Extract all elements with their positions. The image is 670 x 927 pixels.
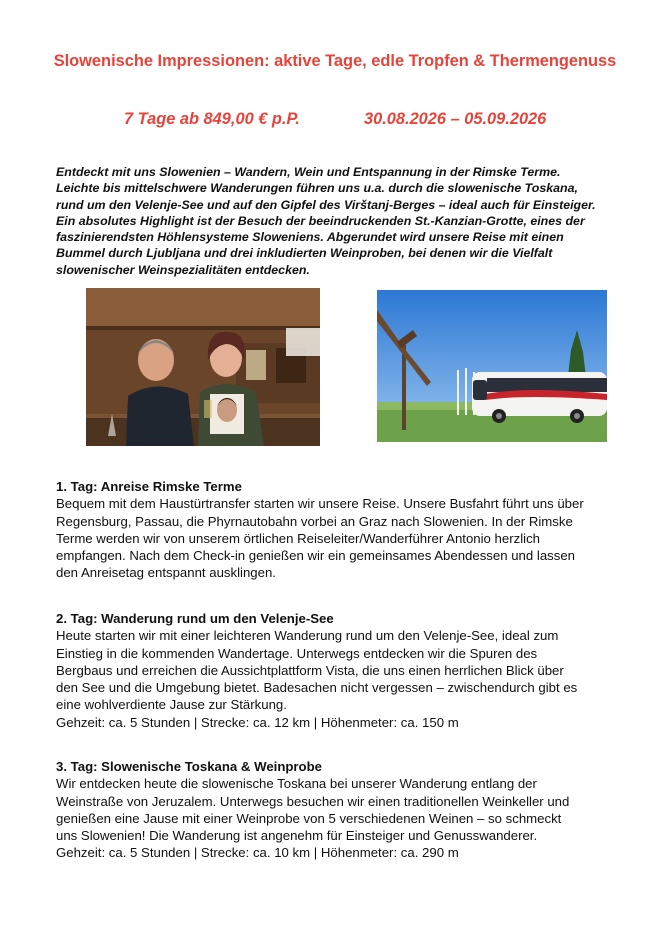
- day-text-line: Einstieg in die kommenden Wandertage. Unterwegs entdecken wir die Spuren des: [56, 645, 538, 661]
- bus-photo-illustration: [377, 290, 607, 442]
- couple-photo: [86, 288, 320, 446]
- day-text-line: den See und die Umgebung bietet. Badesachen nicht vergessen – zwischendurch gibt es: [56, 680, 578, 696]
- day-text-line: eine wohlverdiente Jause zur Stärkung.: [56, 697, 287, 713]
- intro-paragraph: [56, 164, 631, 278]
- day-text-line: Bergbaus und erreichen die Aussichtplattform Vista, die uns einen herrlichen Blick über: [56, 662, 564, 678]
- day-2-section: [56, 610, 656, 731]
- intro-line: slowenischer Weinspezialitäten entdecken.: [56, 262, 310, 277]
- day-3-section: [56, 758, 656, 862]
- day-heading: 3. Tag: Slowenische Toskana & Weinprobe: [56, 759, 323, 774]
- day-facts: Gehzeit: ca. 5 Stunden | Strecke: ca. 10 km | Höhenmeter: ca. 290 m: [56, 845, 459, 861]
- intro-line: Ein absolutes Highlight ist der Besuch der beeindruckenden St.-Kanzian-Grotte, eines der: [56, 213, 585, 228]
- day-text-line: Regensburg, Passau, die Phyrnautobahn vorbei an Graz nach Slowenien. In der Rimske: [56, 513, 573, 529]
- price-info: 7 Tage ab 849,00 € p.P.: [124, 110, 300, 128]
- day-text-line: Terme werden wir von unserem örtlichen Reiseleiter/Wanderführer Antonio herzlich: [56, 530, 541, 546]
- day-text-line: Weinstraße von Jeruzalem. Unterwegs besuchen wir einen traditionellen Weinkeller und: [56, 793, 570, 809]
- day-text-line: Wir entdecken heute die slowenische Toskana bei unserer Wanderung entlang der: [56, 776, 537, 792]
- bus-photo: [377, 290, 607, 442]
- day-heading: 1. Tag: Anreise Rimske Terme: [56, 479, 242, 494]
- intro-line: rund um den Velenje-See und auf den Gipfel des Virštanj-Berges – ideal auch für Einsteiger.: [56, 197, 596, 212]
- day-1-section: [56, 478, 656, 582]
- intro-line: Bummel durch Ljubljana und drei inkludierten Weinproben, bei denen wir die Vielfalt: [56, 246, 553, 261]
- day-text-line: genießen eine Jause mit einer Weinprobe von 5 verschiedenen Weinen – so schmeckt: [56, 810, 562, 826]
- intro-line: Entdeckt mit uns Slowenien – Wandern, Wein und Entspannung in der Rimske Terme.: [56, 165, 561, 179]
- page-title: Slowenische Impressionen: aktive Tage, edle Tropfen & Thermengenuss: [53, 52, 617, 70]
- intro-line: Leichte bis mittelschwere Wanderungen führen uns u.a. durch die slowenische Toskana,: [56, 181, 578, 196]
- day-facts: Gehzeit: ca. 5 Stunden | Strecke: ca. 12 km | Höhenmeter: ca. 150 m: [56, 714, 459, 730]
- intro-line: faszinierendsten Höhlensysteme Sloweniens. Abgerundet wird unsere Reise mit einen: [56, 230, 564, 245]
- day-text-line: Heute starten wir mit einer leichteren Wanderung rund um den Velenje-See, ideal zum: [56, 628, 559, 644]
- day-text-line: Bequem mit dem Haustürtransfer starten wir unsere Reise. Unsere Busfahrt führt uns über: [56, 496, 584, 512]
- day-text-line: den Anreisetag entspannt ausklingen.: [56, 565, 276, 581]
- day-heading: 2. Tag: Wanderung rund um den Velenje-See: [56, 611, 334, 626]
- couple-photo-illustration: [86, 288, 320, 446]
- travel-dates: 30.08.2026 – 05.09.2026: [364, 110, 547, 128]
- day-text-line: empfangen. Nach dem Check-in genießen wir ein gemeinsames Abendessen und lassen: [56, 548, 576, 564]
- day-text-line: uns Slowenien! Die Wanderung ist angenehm für Einsteiger und Genusswanderer.: [56, 828, 538, 844]
